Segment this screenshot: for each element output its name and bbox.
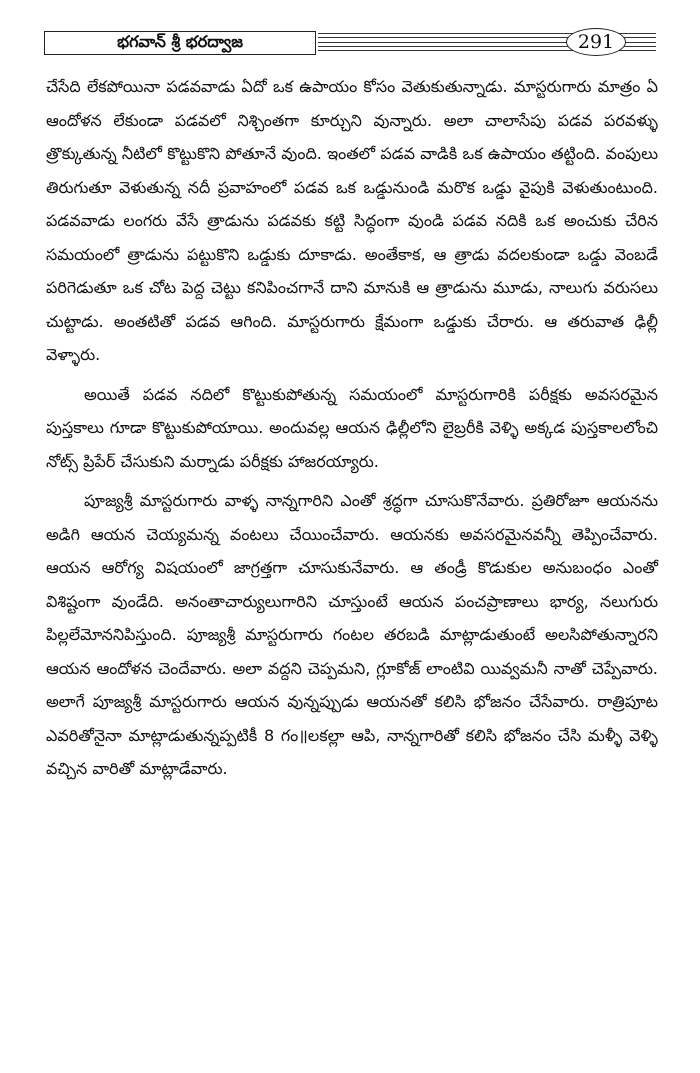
running-title: భగవాన్ శ్రీ భరద్వాజ — [44, 31, 316, 55]
page-header — [44, 28, 656, 58]
paragraph: అయితే పడవ నదిలో కొట్టుకుపోతున్న సమయంలో మాస్టరుగారికి పరీక్షకు అవసరమైన పుస్తకాలు గూడా కొట్టుకుపోయాయి. అందువల్ల ఆయన ఢిల్లీలోని లైబ్రరీకి వెళ్ళి అక్కడ పుస్తకాలలోంచి నోట్స్ ప్రిపేర్ చేసుకుని మర్నాడు పరీక్షకు హాజరయ్యారు. — [46, 384, 658, 471]
paragraph: చేసేది లేకపోయినా పడవవాడు ఏదో ఒక ఉపాయం కోసం వెతుకుతున్నాడు. మాస్టరుగారు మాత్రం ఏ ఆందోళన లేకుండా పడవలో నిశ్చింతగా కూర్చుని వున్నారు. అలా చాలాసేపు పడవ పరవళ్ళు త్రొక్కుతున్న నీటిలో కొట్టుకొని పోతూనే వుంది. ఇంతలో పడవ వాడికి ఒక ఉపాయం తట్టింది. వంపులు తిరుగుతూ వెళుతున్న నదీ ప్రవాహంలో పడవ ఒక ఒడ్డునుండి మరొక ఒడ్డు వైపుకి వెళుతుంటుంది. పడవవాడు లంగరు వేసే త్రాడును పడవకు కట్టి సిద్ధంగా వుండి పడవ నదికి ఒక అంచుకు చేరిన సమయంలో త్రాడును పట్టుకొని ఒడ్డుకు దూకాడు. అంతేకాక, ఆ త్రాడు వదలకుండా ఒడ్డు వెంబడే పరిగెడుతూ ఒక చోట పెద్ద చెట్టు కనిపించగానే దాని మానుకి ఆ త్రాడును మూడు, నాలుగు వరుసలు చుట్టాడు. అంతటితో పడవ ఆగింది. మాస్టరుగారు క్షేమంగా ఒడ్డుకు చేరారు. ఆ తరువాత ఢిల్లీ వెళ్ళారు. — [46, 77, 658, 364]
paragraph: పూజ్యశ్రీ మాస్టరుగారు వాళ్ళ నాన్నగారిని ఎంతో శ్రద్ధగా చూసుకొనేవారు. ప్రతిరోజూ ఆయనను అడిగి ఆయన చెయ్యమన్న వంటలు చేయించేవారు. ఆయనకు అవసరమైనవన్నీ తెప్పించేవారు. ఆయన ఆరోగ్య విషయంలో జాగ్రత్తగా చూసుకునేవారు. ఆ తండ్రీ కొడుకుల అనుబంధం ఎంతో విశిష్టంగా వుండేది. అనంతాచార్యులుగారిని చూస్తుంటే ఆయన పంచప్రాణాలు భార్య, నలుగురు పిల్లలేమోననిపిస్తుంది. పూజ్యశ్రీ మాస్టరుగారు గంటల తరబడి మాట్లాడుతుంటే అలసిపోతున్నారని ఆయన ఆందోళన చెందేవారు. అలా వద్దని చెప్పమని, గ్లూకోజ్ లాంటివి యివ్వమనీ నాతో చెప్పేవారు. అలాగే పూజ్యశ్రీ మాస్టరుగారు ఆయన వున్నప్పుడు ఆయనతో కలిసి భోజనం చేసేవారు. రాత్రిపూట ఎవరితోనైనా మాట్లాడుతున్నప్పటికీ 8 గం॥లకల్లా ఆపి, నాన్నగారితో కలిసి భోజనం చేసి మళ్ళీ వెళ్ళి వచ్చిన వారితో మాట్లాడేవారు. — [46, 491, 658, 778]
page-number: 291 — [566, 28, 626, 56]
page-body — [46, 70, 658, 786]
